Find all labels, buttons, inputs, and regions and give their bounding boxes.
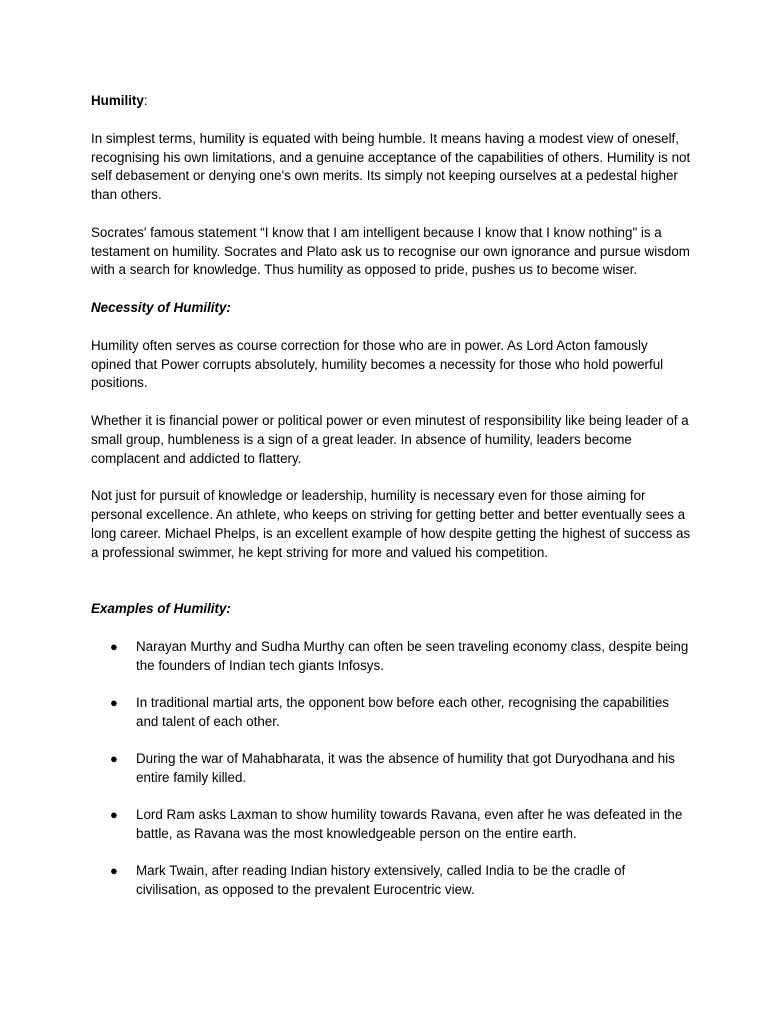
list-item [91, 638, 691, 676]
list-item-text: Mark Twain, after reading Indian history extensively, called India to be the cradle of civilisation, as opposed to the prevalent Eurocentric view. [136, 863, 626, 898]
examples-heading: Examples of Humility: [91, 601, 231, 617]
list-item-text: In traditional martial arts, the opponent bow before each other, recognising the capabilities and talent of each other. [136, 695, 669, 729]
list-item-text: Narayan Murthy and Sudha Murthy can often be seen traveling economy class, despite being the founders of Indian tech giants Infosys. [136, 638, 689, 673]
document-title [91, 92, 691, 111]
document-page [91, 92, 691, 918]
intro-paragraph-1: In simplest terms, humility is equated with being humble. It means having a modest view of oneself, recognising his own limitations, and a genuine acceptance of the capabilities of others. Humility is not self debasement or denying one's own merits. Its simply not keeping ourselves at a pedestal higher than others. [91, 130, 691, 203]
list-item-text: During the war of Mahabharata, it was the absence of humility that got Duryodhana and his entire family killed. [136, 751, 675, 785]
bullet-icon: ● [110, 695, 118, 711]
list-item-text: Lord Ram asks Laxman to show humility towards Ravana, even after he was defeated in the battle, as Ravana was the most knowledgeable person on the entire earth. [136, 807, 683, 841]
bullet-icon: ● [110, 807, 118, 823]
list-item [91, 750, 691, 788]
necessity-paragraph-2: Whether it is financial power or political power or even minutest of responsibility like being leader of a small group, humbleness is a sign of a great leader. In absence of humility, leaders become complacent and addicted to flattery. [91, 412, 689, 466]
necessity-paragraph-1: Humility often serves as course correction for those who are in power. As Lord Acton famously opined that Power corrupts absolutely, humility becomes a necessity for those who hold powerful positions. [91, 337, 664, 391]
bullet-icon: ● [110, 863, 118, 879]
bullet-icon: ● [110, 751, 118, 767]
list-item [91, 806, 691, 844]
examples-list [91, 638, 691, 900]
section-spacer [91, 581, 691, 600]
intro-paragraph-2: Socrates' famous statement “I know that I am intelligent because I know that I know nothing" is a testament on humility. Socrates and Plato ask us to recognise our own ignorance and pursue wisdom with a search for knowledge. Thus humility as opposed to pride, pushes us to become wiser. [91, 224, 690, 278]
bullet-icon: ● [110, 638, 118, 654]
necessity-heading: Necessity of Humility: [91, 299, 231, 315]
list-item [91, 694, 691, 732]
list-item [91, 862, 691, 900]
necessity-paragraph-3: Not just for pursuit of knowledge or leadership, humility is necessary even for those aiming for personal excellence. An athlete, who keeps on striving for getting better and better eventually sees a long career. Michael Phelps, is an excellent example of how despite getting the highest of success as a professional swimmer, he kept striving for more and valued his competition. [91, 488, 691, 560]
title-suffix: : [143, 93, 148, 108]
title-term: Humility [91, 93, 144, 108]
